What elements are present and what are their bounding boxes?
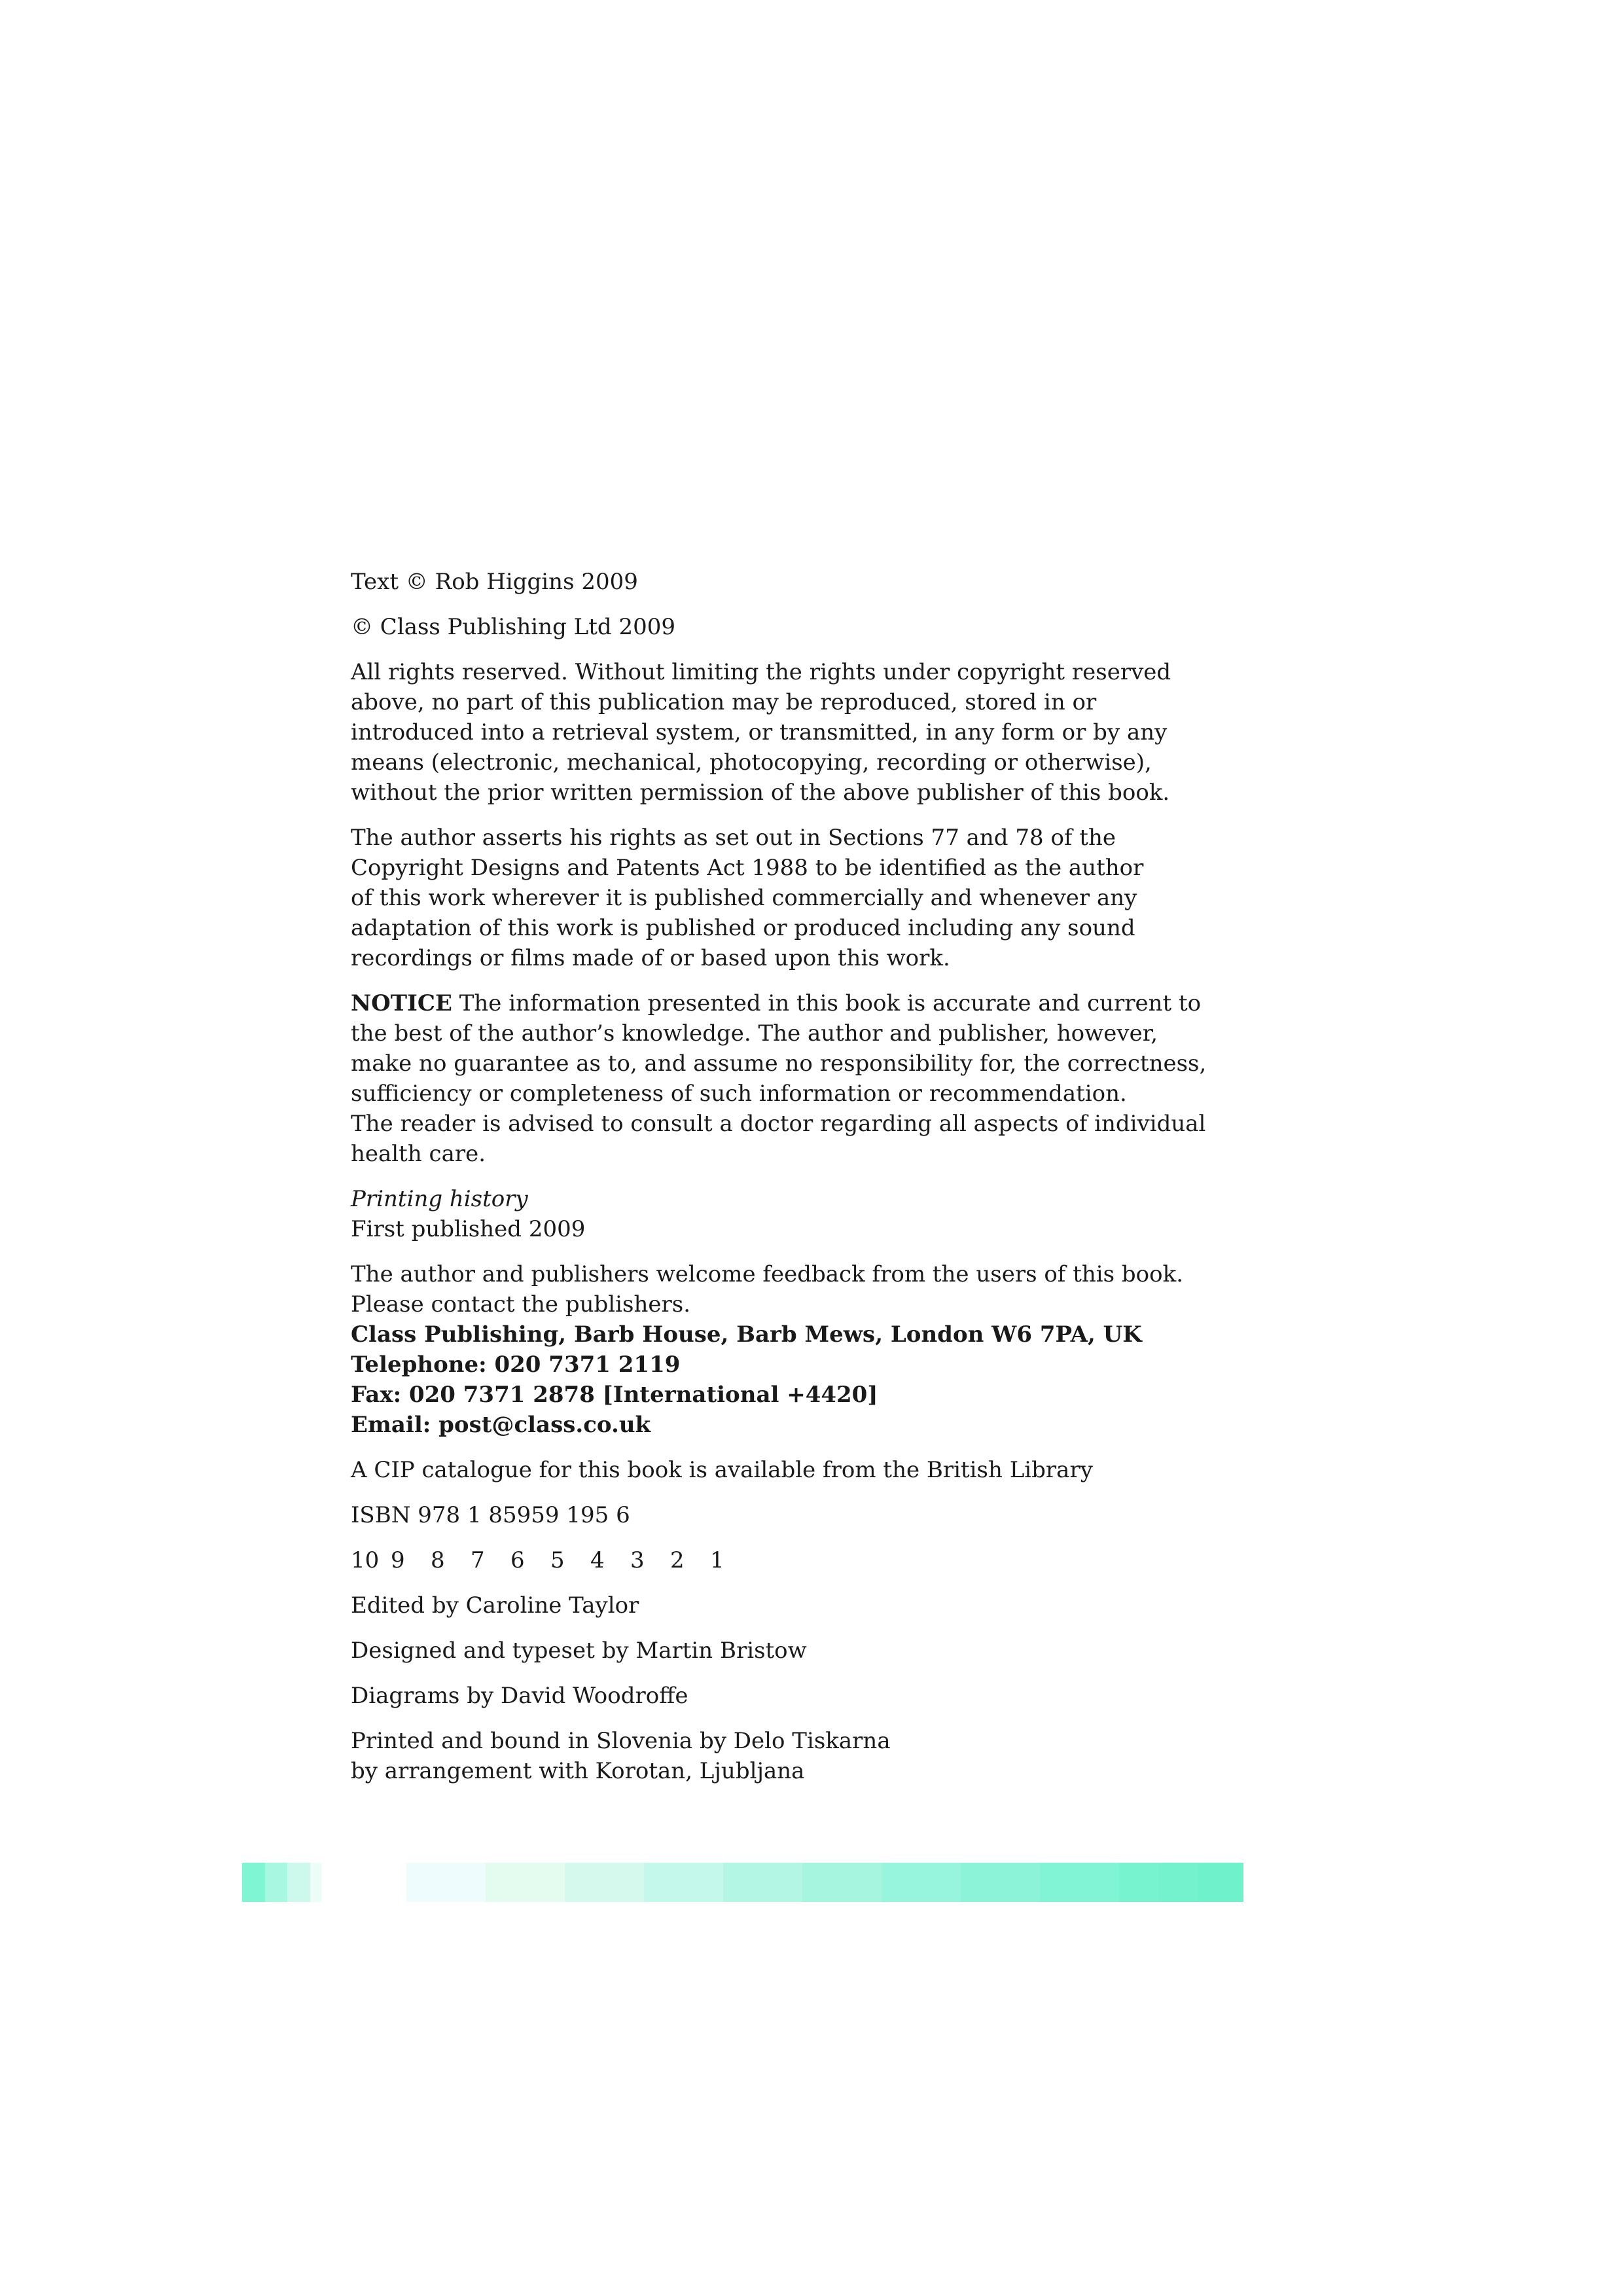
- editor-credit: [351, 1590, 1202, 1621]
- print-number: 2: [670, 1547, 685, 1573]
- rights-paragraph: [351, 657, 1202, 808]
- notice-line: the best of the author’s knowledge. The author and publisher, however,: [351, 1020, 1158, 1047]
- author-rights-line: Copyright Designs and Patents Act 1988 to be identified as the author: [351, 855, 1144, 881]
- band-swatch: [242, 1863, 265, 1902]
- author-rights-paragraph: [351, 823, 1202, 973]
- printer-credit-line: by arrangement with Korotan, Ljubljana: [351, 1758, 805, 1784]
- print-number: 7: [471, 1547, 485, 1573]
- author-rights-line: adaptation of this work is published or produced including any sound: [351, 915, 1135, 941]
- band-swatch: [321, 1863, 355, 1902]
- rights-line: without the prior written permission of the above publisher of this book.: [351, 780, 1170, 806]
- rights-line: means (electronic, mechanical, photocopying, recording or otherwise),: [351, 749, 1152, 776]
- notice-first-line: [351, 988, 1202, 1018]
- rights-line: All rights reserved. Without limiting the rights under copyright reserved: [351, 659, 1171, 685]
- print-number: 1: [710, 1547, 724, 1573]
- diagrams-credit: [351, 1681, 1202, 1711]
- publisher-email: Email: post@class.co.uk: [351, 1412, 651, 1438]
- print-number-line: [351, 1545, 1202, 1575]
- band-swatch: [486, 1863, 565, 1902]
- publisher-copyright: [351, 612, 1202, 642]
- band-swatch: [1198, 1863, 1243, 1902]
- first-published: First published 2009: [351, 1216, 586, 1242]
- rights-line: above, no part of this publication may be reproduced, stored in or: [351, 689, 1097, 715]
- band-swatch: [310, 1863, 321, 1902]
- printer-credit-line: Printed and bound in Slovenia by Delo Tiskarna: [351, 1728, 891, 1754]
- printer-credit: [351, 1726, 1202, 1786]
- text-copyright-line: Text © Rob Higgins 2009: [351, 569, 638, 595]
- printing-history-heading: Printing history: [351, 1186, 528, 1212]
- print-number: 9: [391, 1547, 405, 1573]
- feedback-line: Please contact the publishers.: [351, 1291, 691, 1318]
- publisher-address: Class Publishing, Barb House, Barb Mews, London W6 7PA, UK: [351, 1321, 1142, 1348]
- cip-line: A CIP catalogue for this book is available from the British Library: [351, 1457, 1093, 1483]
- feedback-line: The author and publishers welcome feedback from the users of this book.: [351, 1261, 1183, 1287]
- text-copyright: [351, 567, 1202, 597]
- notice-paragraph: [351, 988, 1207, 1169]
- notice-line: make no guarantee as to, and assume no responsibility for, the correctness,: [351, 1050, 1207, 1077]
- band-swatch: [1040, 1863, 1119, 1902]
- decorative-color-band: [242, 1863, 1243, 1902]
- notice-first-line-text: The information presented in this book is accurate and current to: [452, 990, 1202, 1016]
- band-swatch: [406, 1863, 486, 1902]
- band-swatch: [1119, 1863, 1159, 1902]
- band-swatch: [723, 1863, 802, 1902]
- designer-credit: [351, 1636, 1202, 1666]
- print-number: 4: [590, 1547, 605, 1573]
- print-number: 5: [550, 1547, 565, 1573]
- author-rights-line: The author asserts his rights as set out in Sections 77 and 78 of the: [351, 825, 1116, 851]
- band-swatch: [287, 1863, 310, 1902]
- publisher-telephone: Telephone: 020 7371 2119: [351, 1352, 681, 1378]
- publisher-fax: Fax: 020 7371 2878 [International +4420]: [351, 1382, 878, 1408]
- publisher-copyright-line: © Class Publishing Ltd 2009: [351, 614, 675, 640]
- band-swatch: [1158, 1863, 1198, 1902]
- band-swatch: [961, 1863, 1040, 1902]
- print-number: 8: [431, 1547, 445, 1573]
- notice-line: health care.: [351, 1141, 486, 1167]
- print-number: 3: [630, 1547, 645, 1573]
- copyright-page: [351, 567, 1207, 1801]
- isbn: [351, 1500, 1202, 1530]
- print-number: 10: [351, 1547, 380, 1573]
- feedback-contact: [351, 1259, 1202, 1440]
- band-swatch: [355, 1863, 406, 1902]
- notice-label: NOTICE: [351, 990, 452, 1016]
- notice-line: The reader is advised to consult a doctor regarding all aspects of individual: [351, 1111, 1206, 1137]
- notice-line: sufficiency or completeness of such information or recommendation.: [351, 1081, 1127, 1107]
- printing-history: [351, 1184, 1202, 1244]
- band-swatch: [644, 1863, 723, 1902]
- cip-notice: [351, 1455, 1202, 1485]
- designer-credit-line: Designed and typeset by Martin Bristow: [351, 1638, 807, 1664]
- band-swatch: [265, 1863, 288, 1902]
- print-number: 6: [510, 1547, 525, 1573]
- band-swatch: [565, 1863, 644, 1902]
- rights-line: introduced into a retrieval system, or transmitted, in any form or by any: [351, 719, 1168, 745]
- band-swatch: [802, 1863, 882, 1902]
- author-rights-line: of this work wherever it is published commercially and whenever any: [351, 885, 1137, 911]
- diagrams-credit-line: Diagrams by David Woodroffe: [351, 1683, 688, 1709]
- editor-credit-line: Edited by Caroline Taylor: [351, 1592, 639, 1619]
- isbn-line: ISBN 978 1 85959 195 6: [351, 1502, 630, 1528]
- author-rights-line: recordings or films made of or based upon this work.: [351, 945, 950, 971]
- band-swatch: [882, 1863, 961, 1902]
